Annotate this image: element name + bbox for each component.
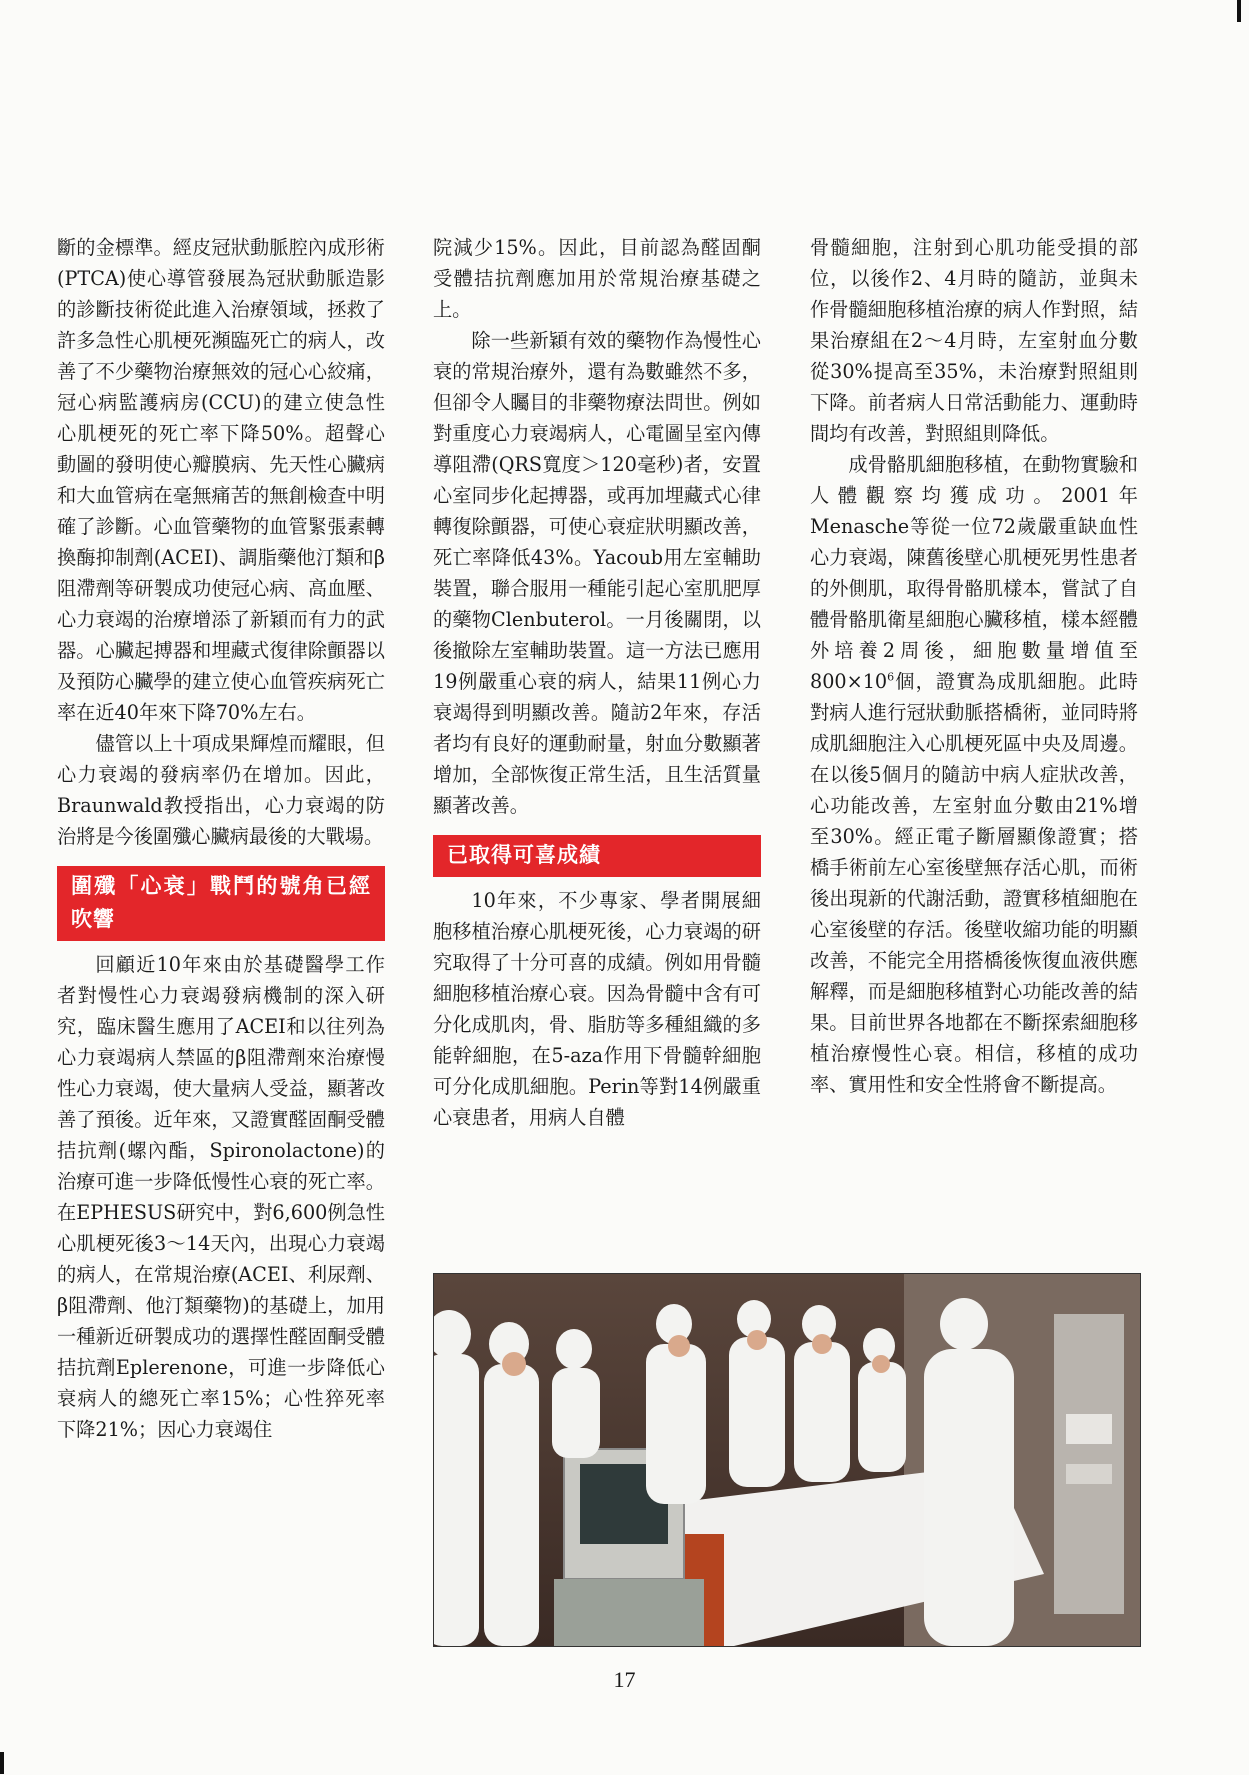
ward-round-illustration [434,1274,1140,1646]
paragraph: 儘管以上十項成果輝煌而耀眼，但心力衰竭的發病率仍在增加。因此，Braunwald教授指出，心力衰竭的防治將是今後圍殲心臟病最後的大戰場。 [57,732,385,848]
paragraph: 10年來，不少專家、學者開展細胞移植治療心肌梗死後，心力衰竭的研究取得了十分可喜的成績。例如用骨髓細胞移植治療心衰。因為骨髓中含有可分化成肌肉，骨、脂肪等多種組織的多能幹細胞，在5-aza作用下骨髓幹細胞可分化成肌細胞。Perin等對14例嚴重心衰患者，用病人自體 [433,889,761,1129]
paragraph: 除一些新穎有效的藥物作為慢性心衰的常規治療外，還有為數雖然不多，但卻令人矚目的非藥物療法問世。例如對重度心力衰竭病人，心電圖呈室內傳導阻滯(QRS寬度＞120毫秒)者，安置心室同步化起搏器，或再加埋藏式心律轉復除顫器，可使心衰症狀明顯改善，死亡率降低43%。Yacoub用左室輔助裝置，聯合服用一種能引起心室肌肥厚的藥物Clenbuterol。一月後關閉，以後撤除左室輔助裝置。這一方法已應用19例嚴重心衰的病人，結果11例心力衰竭得到明顯改善。隨訪2年來，存活者均有良好的運動耐量，射血分數顯著增加，全部恢復正常生活，且生活質量顯著改善。 [433,329,761,817]
paragraph: 回顧近10年來由於基礎醫學工作者對慢性心力衰竭發病機制的深入研究，臨床醫生應用了ACEI和以往列為心力衰竭病人禁區的β阻滯劑來治療慢性心力衰竭，使大量病人受益，顯著改善了預後。近年來，又證實醛固酮受體拮抗劑(螺內酯，Spironolactone)的治療可進一步降低慢性心衰的死亡率。在EPHESUS研究中，對6,600例急性心肌梗死後3～14天內，出現心力衰竭的病人，在常規治療(ACEI、利尿劑、β阻滯劑、他汀類藥物)的基礎上，加用一種新近研製成功的選擇性醛固酮受體拮抗劑Eplerenone，可進一步降低心衰病人的總死亡率15%；心性猝死率下降21%；因心力衰竭住 [57,953,385,1441]
paragraph: 斷的金標準。經皮冠狀動脈腔內成形術(PTCA)使心導管發展為冠狀動脈造影的診斷技術從此進入治療領域，拯救了許多急性心肌梗死瀕臨死亡的病人，改善了不少藥物治療無效的冠心心絞痛，冠心病監護病房(CCU)的建立使急性心肌梗死的死亡率下降50%。超聲心動圖的發明使心瓣膜病、先天性心臟病和大血管病在毫無痛苦的無創檢查中明確了診斷。心血管藥物的血管緊張素轉換酶抑制劑(ACEI)、調脂藥他汀類和β阻滯劑等研製成功使冠心病、高血壓、心力衰竭的治療增添了新穎而有力的武器。心臟起搏器和埋藏式復律除顫器以及預防心臟學的建立使心血管疾病死亡率在近40年來下降70%左右。 [57,236,385,724]
crop-mark [1237,0,1241,22]
paragraph-text: 成骨骼肌細胞移植，在動物實驗和人體觀察均獲成功。2001年Menasche等從一位72歲嚴重缺血性心力衰竭，陳舊後壁心肌梗死男性患者的外側肌，取得骨骼肌樣本，嘗試了自體骨骼肌衛星細胞心臟移植，樣本經體外培養2周後，細胞數量增值至800×10 [810,453,1138,693]
text-column-1 [57,232,385,1445]
text-column-3 [810,232,1138,1100]
section-heading: 圍殲「心衰」戰鬥的號角已經吹響 [57,866,385,941]
page-number: 17 [613,1667,636,1692]
crop-mark [0,1752,4,1774]
paragraph [810,449,1138,1100]
text-column-2 [433,232,761,1133]
ward-round-photo [433,1273,1141,1647]
paragraph: 骨髓細胞，注射到心肌功能受損的部位，以後作2、4月時的隨訪，並與未作骨髓細胞移植治療的病人作對照，結果治療組在2～4月時，左室射血分數從30%提高至35%，未治療對照組則下降。前者病人日常活動能力、運動時間均有改善，對照組則降低。 [810,236,1138,445]
paragraph: 院減少15%。因此，目前認為醛固酮受體拮抗劑應加用於常規治療基礎之上。 [433,236,761,321]
section-heading: 已取得可喜成績 [433,835,761,877]
paragraph-text: 個，證實為成肌細胞。此時對病人進行冠狀動脈搭橋術，並同時將成肌細胞注入心肌梗死區中央及周邊。在以後5個月的隨訪中病人症狀改善，心功能改善，左室射血分數由21%增至30%。經正電子斷層顯像證實；搭橋手術前左心室後壁無存活心肌，而術後出現新的代謝活動，證實移植細胞在心室後壁的存活。後壁收縮功能的明顯改善，不能完全用搭橋後恢復血液供應解釋，而是細胞移植對心功能改善的結果。目前世界各地都在不斷探索細胞移植治療慢性心衰。相信，移植的成功率、實用性和安全性將會不斷提高。 [810,670,1138,1096]
exponent: 6 [887,670,895,684]
